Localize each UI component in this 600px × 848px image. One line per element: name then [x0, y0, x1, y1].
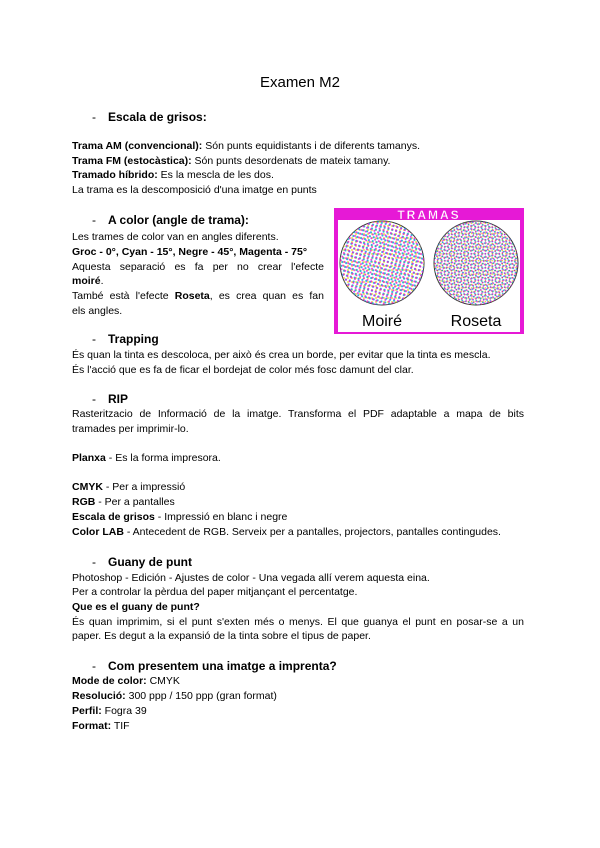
text-line: Tramado híbrido: Es la mescla de les dos. [72, 169, 274, 181]
tramas-header-label: TRAMAS [397, 208, 461, 222]
text-line: És quan imprimim, si el punt s'exten més o menys. El que guanya el punt en posar-se a un [72, 616, 524, 628]
roseta-label: Roseta [450, 313, 502, 330]
text-line: Aquesta separació es fa per no crear l'efecte [72, 261, 324, 273]
text-line: paper. Es degut a la expansió de la tinta sobre el tipus de paper. [72, 630, 371, 642]
text-line: És l'acció que es fa de ficar el bordejat de color més fosc damunt del clar. [72, 364, 414, 376]
text-line: És quan la tinta es descoloca, per això és crea un borde, per evitar que la tinta es mescla. [72, 349, 491, 361]
text-line: moiré. [72, 275, 104, 287]
text-line: Trama FM (estocàstica): Són punts desordenats de mateix tamany. [72, 155, 391, 167]
text-line: També està l'efecte Roseta, es crea quan es fan [72, 290, 324, 302]
heading-escala-grisos: - Escala de grisos: [92, 110, 207, 124]
heading-imprenta: - Com presentem una imatge a imprenta? [92, 659, 337, 673]
text-line: tramades per imprimir-lo. [72, 423, 189, 435]
text-line: Format: TIF [72, 720, 130, 732]
heading-a-color: - A color (angle de trama): [92, 213, 249, 227]
moire-label: Moiré [361, 313, 403, 330]
heading-rip: - RIP [92, 392, 129, 406]
text-line: Escala de grisos - Impressió en blanc i negre [72, 511, 288, 523]
page-title: Examen M2 [259, 74, 341, 91]
heading-trapping: - Trapping [92, 332, 159, 346]
text-line: Resolució: 300 ppp / 150 ppp (gran format) [72, 690, 277, 702]
tramas-image [334, 208, 524, 334]
text-line: Rasteritzacio de Informació de la imatge. Transforma el PDF adaptable a mapa de bits [72, 408, 524, 420]
text-line: La trama es la descomposició d'una imatge en punts [72, 184, 317, 196]
text-line-question: Que es el guany de punt? [72, 601, 200, 613]
text-line: els angles. [72, 305, 123, 317]
text-line: RGB - Per a pantalles [72, 496, 175, 508]
text-line: Per a controlar la pèrdua del paper mitjançant el percentatge. [72, 586, 358, 598]
text-line: Trama AM (convencional): Són punts equidistants i de diferents tamanys. [72, 140, 421, 152]
text-line: Photoshop - Edición - Ajustes de color - Una vegada allí verem aquesta eina. [72, 572, 430, 584]
heading-guany-de-punt: - Guany de punt [92, 555, 192, 569]
text-line-angles: Groc - 0°, Cyan - 15°, Negre - 45°, Magenta - 75° [72, 246, 308, 258]
text-line-planxa: Planxa - Es la forma impresora. [72, 452, 221, 464]
text-line: Les trames de color van en angles diferents. [72, 231, 279, 243]
text-line: CMYK - Per a impressió [72, 481, 186, 493]
text-line: Perfil: Fogra 39 [72, 705, 147, 717]
text-line: Mode de color: CMYK [72, 675, 180, 687]
text-line: Color LAB - Antecedent de RGB. Serveix per a pantalles, projectors, pantalles contingudes. [72, 526, 501, 538]
